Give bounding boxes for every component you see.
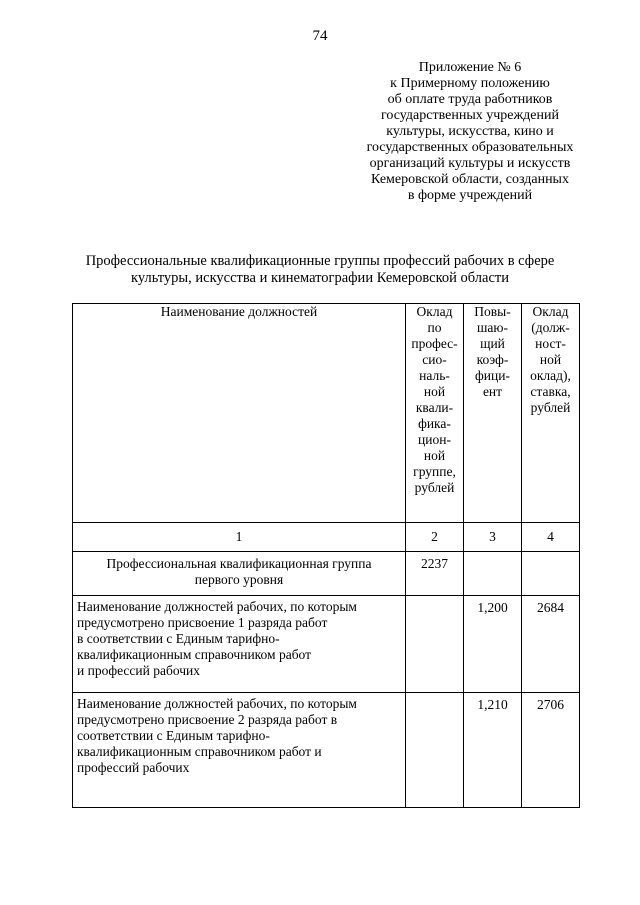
column-number: 2 [406, 523, 464, 552]
table-row [73, 596, 580, 693]
header-text-line: (долж- [531, 320, 570, 335]
title-line: культуры, искусства и кинематографии Кемеровской области [131, 270, 509, 286]
position-name-cell [73, 596, 406, 693]
appendix-block [340, 60, 600, 204]
header-text-line: ност- [535, 336, 566, 351]
header-text-line: Оклад [532, 304, 569, 319]
header-text-line: ент [482, 384, 503, 399]
column-number: 1 [73, 523, 406, 552]
column-number: 4 [522, 523, 580, 552]
position-name-line: в соответствии с Единым тарифно- [77, 631, 280, 646]
column-number-row [73, 523, 580, 552]
appendix-line: в форме учреждений [407, 188, 533, 203]
table-header-row [73, 304, 580, 523]
position-name-line: квалификационным справочником работ [77, 647, 312, 662]
appendix-line: государственных образовательных [366, 140, 574, 155]
header-text-line: Оклад [416, 304, 453, 319]
header-text-line: Повы- [474, 304, 511, 319]
group-name-line: первого уровня [194, 572, 284, 587]
header-coefficient [464, 304, 522, 523]
header-text-line: профес- [411, 336, 458, 351]
header-text-line: рублей [414, 480, 455, 495]
appendix-line: Кемеровской области, созданных [371, 172, 569, 187]
appendix-line: Приложение № 6 [418, 60, 522, 75]
header-text-line: по [427, 320, 442, 335]
page-number: 74 [312, 28, 328, 44]
empty-cell [464, 552, 522, 596]
rate-cell: 2706 [522, 693, 580, 808]
salary-cell [406, 596, 464, 693]
header-text-line: фици- [475, 368, 510, 383]
table-row [73, 693, 580, 808]
header-official-salary [522, 304, 580, 523]
header-text-line: коэф- [476, 352, 509, 367]
position-name-line: предусмотрено присвоение 1 разряда работ [77, 615, 328, 630]
header-text-line: группе, [413, 464, 456, 479]
salary-cell [406, 693, 464, 808]
group-name-cell [73, 552, 406, 596]
position-name-line: и профессий рабочих [77, 663, 200, 678]
header-text-line: ной [423, 448, 446, 463]
column-number: 3 [464, 523, 522, 552]
header-text-line: ставка, [530, 384, 571, 399]
appendix-line: об оплате труда работников [387, 92, 553, 107]
header-position-name: Наименование должностей [73, 304, 406, 523]
qualification-table [72, 303, 580, 808]
header-text-line: наль- [419, 368, 450, 383]
header-text-line: оклад), [530, 368, 571, 383]
coefficient-cell: 1,210 [464, 693, 522, 808]
position-name-line: Наименование должностей рабочих, по которым [77, 696, 357, 711]
document-title [60, 253, 580, 287]
position-name-line: Наименование должностей рабочих, по которым [77, 599, 357, 614]
appendix-line: к Примерному положению [390, 76, 550, 91]
header-text-line: цион- [418, 432, 451, 447]
header-group-salary [406, 304, 464, 523]
empty-cell [522, 552, 580, 596]
header-text-line: фика- [418, 416, 451, 431]
position-name-line: квалификационным справочником работ и [77, 744, 322, 759]
position-name-line: соответствии с Единым тарифно- [77, 728, 270, 743]
position-name-line: предусмотрено присвоение 2 разряда работ в [77, 712, 338, 727]
coefficient-cell: 1,200 [464, 596, 522, 693]
header-text-line: щий [480, 336, 505, 351]
group-name-line: Профессиональная квалификационная группа [106, 556, 372, 571]
rate-cell: 2684 [522, 596, 580, 693]
appendix-line: государственных учреждений [381, 108, 559, 123]
header-text-line: ной [423, 384, 446, 399]
appendix-line: культуры, искусства, кино и [386, 124, 554, 139]
appendix-line: организаций культуры и искусств [369, 156, 571, 171]
header-text-line: рублей [530, 400, 571, 415]
group-salary-cell: 2237 [406, 552, 464, 596]
header-text-line: шаю- [477, 320, 508, 335]
group-row [73, 552, 580, 596]
position-name-cell [73, 693, 406, 808]
header-text-line: квали- [415, 400, 454, 415]
title-line: Профессиональные квалификационные группы профессий рабочих в сфере [85, 253, 555, 269]
header-text-line: ной [539, 352, 562, 367]
position-name-line: профессий рабочих [77, 760, 190, 775]
header-text-line: сио- [422, 352, 447, 367]
